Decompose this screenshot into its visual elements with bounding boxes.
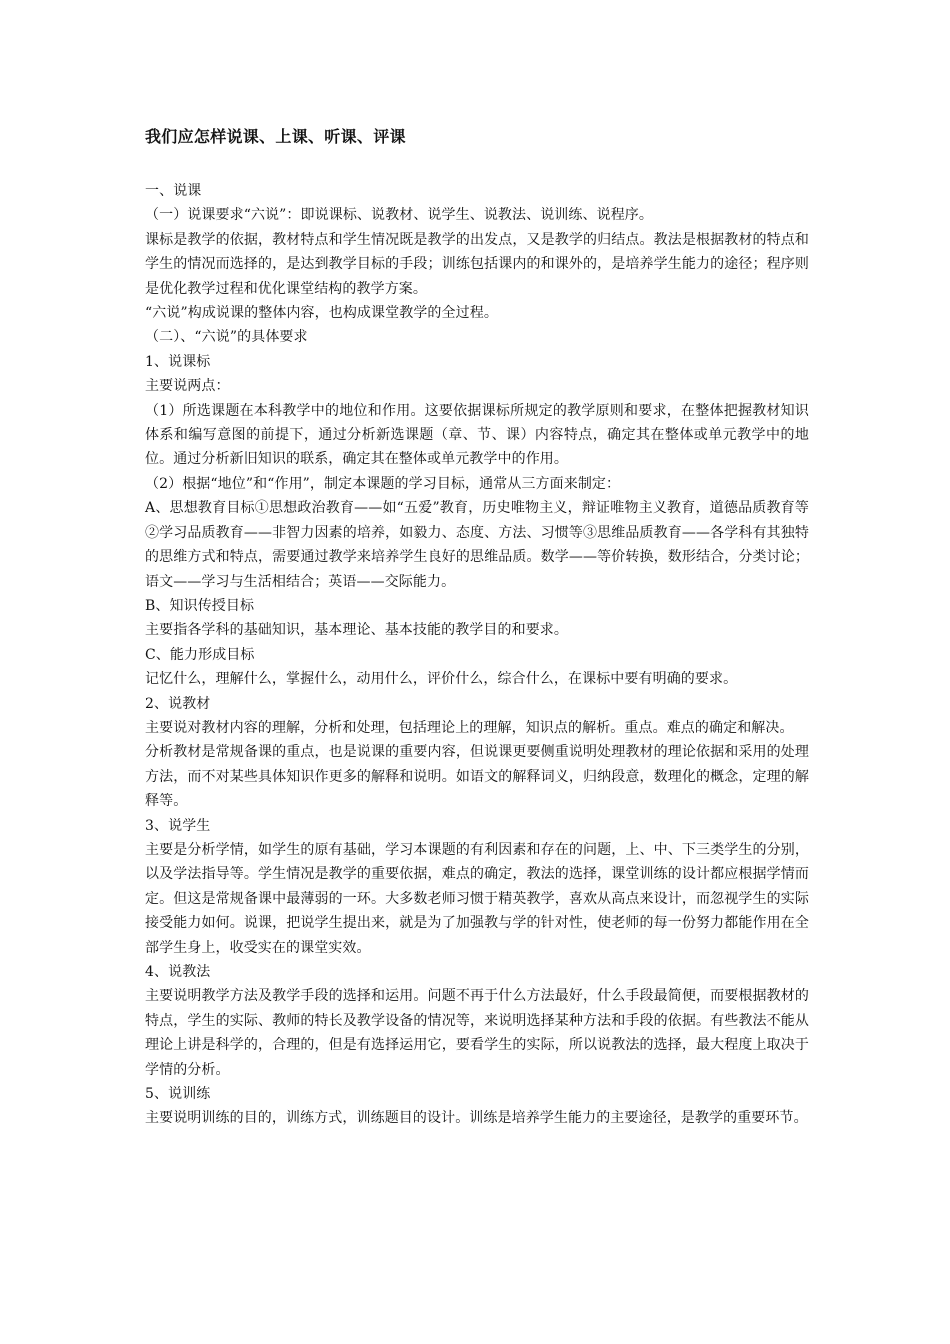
paragraph: 主要指各学科的基础知识，基本理论、基本技能的教学目的和要求。: [145, 622, 568, 639]
paragraph: 记忆什么，理解什么，掌握什么，动用什么，评价什么，综合什么，在课标中要有明确的要求。: [145, 671, 738, 688]
document-title: 我们应怎样说课、上课、听课、评课: [145, 127, 406, 146]
paragraph: 主要说明训练的目的，训练方式，训练题目的设计。训练是培养学生能力的主要途径，是教学的重要环节。: [145, 1110, 808, 1127]
subsection-heading: （二）、“六说”的具体要求: [145, 329, 308, 346]
paragraph: 课标是教学的依据，教材特点和学生情况既是教学的出发点，又是教学的归结点。教法是根据教材的特点和学生的情况而选择的，是达到教学目标的手段；训练包括课内的和课外的，是培养学生能力的途径；程序则是优化教学过程和优化课堂结构的教学方案。: [145, 231, 809, 297]
paragraph: 分析教材是常规备课的重点，也是说课的重要内容，但说课更要侧重说明处理教材的理论依据和采用的处理方法，而不对某些具体知识作更多的解释和说明。如语文的解释词义，归纳段意，数理化的概念，定理的解释等。: [145, 744, 809, 810]
document-page: [145, 125, 809, 1131]
paragraph: 主要说对教材内容的理解，分析和处理，包括理论上的理解，知识点的解析。重点。难点的确定和解决。: [145, 719, 794, 736]
paragraph-six-requirements: （一）说课要求“六说”：即说课标、说教材、说学生、说教法、说训练、说程序。: [145, 207, 654, 224]
item-heading-xunlian: 5、说训练: [145, 1086, 211, 1103]
paragraph: “六说”构成说课的整体内容，也构成课堂教学的全过程。: [145, 305, 498, 322]
item-heading-c: C、能力形成目标: [145, 646, 255, 663]
paragraph: 主要说明教学方法及教学手段的选择和运用。问题不再于什么方法最好，什么手段最简便，而要根据教材的特点，学生的实际、教师的特长及教学设备的情况等，来说明选择某种方法和手段的依据。有些教法不能从理论上讲是科学的，合理的，但是有选择运用它，要看学生的实际，所以说教法的选择，最大程度上取决于学情的分析。: [145, 988, 809, 1078]
item-heading-b: B、知识传授目标: [145, 597, 255, 614]
paragraph: A、思想教育目标①思想政治教育——如“五爱”教育，历史唯物主义，辩证唯物主义教育，道德品质教育等②学习品质教育——非智力因素的培养，如毅力、态度、方法、习惯等③思维品质教育——各学科有其独特的思维方式和特点，需要通过教学来培养学生良好的思维品质。数学——等价转换，数形结合，分类讨论；语文——学习与生活相结合；英语——交际能力。: [145, 500, 809, 590]
paragraph: （1）所选课题在本科教学中的地位和作用。这要依据课标所规定的教学原则和要求，在整体把握教材知识体系和编写意图的前提下，通过分析新选课题（章、节、课）内容特点，确定其在整体或单元教学中的地位。通过分析新旧知识的联系，确定其在整体或单元教学中的作用。: [145, 402, 809, 468]
item-heading-jiaocai: 2、说教材: [145, 695, 211, 712]
document-body: [145, 179, 809, 1131]
item-heading-xuesheng: 3、说学生: [145, 817, 211, 834]
paragraph: 主要是分析学情，如学生的原有基础，学习本课题的有利因素和存在的问题，上、中、下三类学生的分别，以及学法指导等。学生情况是教学的重要依据，难点的确定，教法的选择，课堂训练的设计都应根据学情而定。但这是常规备课中最薄弱的一环。大多数老师习惯于精英教学，喜欢从高点来设计，而忽视学生的实际接受能力如何。说课，把说学生提出来，就是为了加强教与学的针对性，使老师的每一份努力都能作用在全部学生身上，收受实在的课堂实效。: [145, 841, 809, 956]
paragraph: 主要说两点：: [145, 378, 230, 395]
section-heading-shuoke: 一、说课: [145, 183, 202, 199]
item-heading-kebiao: 1、说课标: [145, 353, 211, 370]
paragraph: （2）根据“地位”和“作用”，制定本课题的学习目标，通常从三方面来制定：: [145, 475, 621, 492]
item-heading-jiaofa: 4、说教法: [145, 964, 211, 980]
